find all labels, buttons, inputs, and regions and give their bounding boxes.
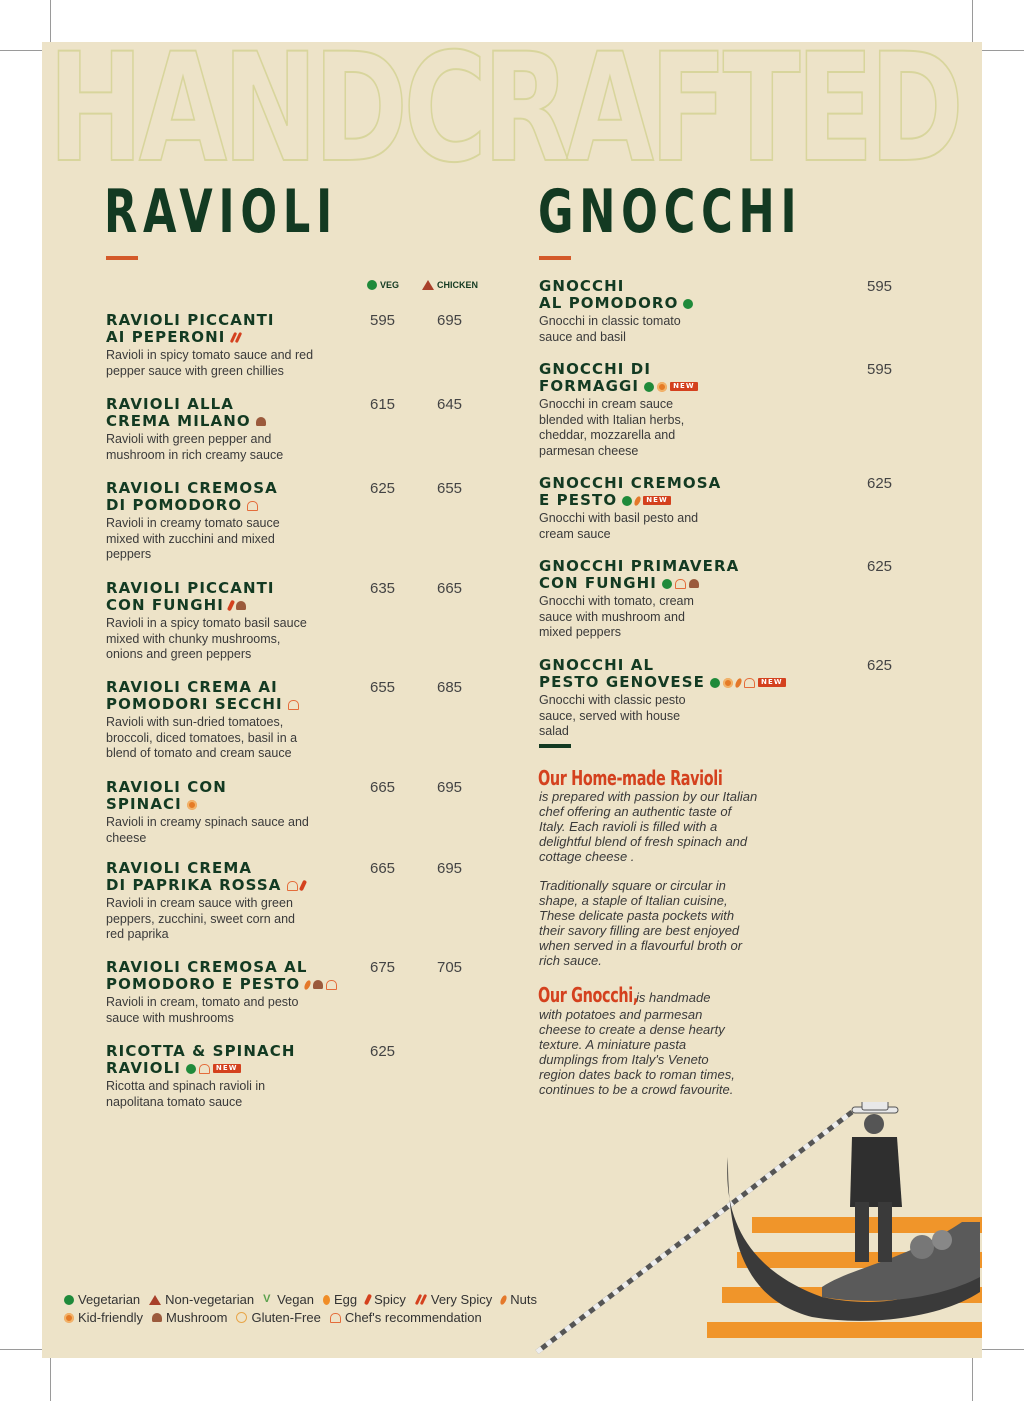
item-price: 625 xyxy=(867,475,893,492)
veg-price: 615 xyxy=(370,396,396,413)
veg-price: 595 xyxy=(370,312,396,329)
ravioli-title: RAVIOLI xyxy=(104,177,338,247)
crop-mark xyxy=(50,0,51,44)
item-name-line-2 xyxy=(106,877,366,894)
story-divider xyxy=(539,744,571,748)
nonveg-icon xyxy=(149,1295,161,1305)
veg-icon xyxy=(367,280,377,290)
item-name-line-2 xyxy=(106,1060,366,1077)
item-name-line-1: RAVIOLI PICCANTI xyxy=(106,579,275,597)
gnocchi-story-paragraph: with potatoes and parmesan cheese to create a dense hearty texture. A miniature pasta dumplings from Italy's Veneto region dates back to roman times, continues to be a crowd favourite. xyxy=(539,1007,735,1097)
legend-label-mushroom: Mushroom xyxy=(166,1310,228,1325)
chef-icon xyxy=(675,579,686,589)
gnocchi-item xyxy=(539,278,909,345)
item-name-line-1: RAVIOLI CREMOSA AL xyxy=(106,958,308,976)
nonveg-icon xyxy=(422,280,434,290)
item-description: Ravioli with sun-dried tomatoes, broccoli, diced tomatoes, basil in a blend of tomato and cream sauce xyxy=(106,715,298,760)
diet-icons xyxy=(622,496,671,506)
veg-price: 655 xyxy=(370,679,396,696)
veg-icon xyxy=(186,1064,196,1074)
chef-icon xyxy=(247,501,258,511)
item-description: Ravioli with green pepper and mushroom in rich creamy sauce xyxy=(106,432,284,462)
gf-icon xyxy=(236,1312,247,1323)
ravioli-item xyxy=(106,396,526,463)
veryspicy-icon xyxy=(230,332,242,343)
veg-price: 625 xyxy=(370,480,396,497)
veg-icon xyxy=(64,1295,74,1305)
nut-icon xyxy=(633,495,642,506)
crop-mark xyxy=(980,1349,1024,1350)
veg-icon xyxy=(662,579,672,589)
veryspicy-icon xyxy=(415,1294,427,1305)
mushroom-icon xyxy=(256,417,266,426)
item-description: Ravioli in cream sauce with green peppers, zucchini, sweet corn and red paprika xyxy=(106,896,295,941)
veg-price: 635 xyxy=(370,580,396,597)
ravioli-story-heading: Our Home-made Ravioli xyxy=(538,766,723,790)
chef-icon xyxy=(288,700,299,710)
gnocchi-story-lead: is handmade xyxy=(636,990,711,1005)
spicy-icon xyxy=(364,1294,372,1306)
chicken-price: 645 xyxy=(437,396,463,413)
item-description: Ravioli in a spicy tomato basil sauce mixed with chunky mushrooms, onions and green peppers xyxy=(106,616,307,661)
nut-icon xyxy=(499,1294,508,1305)
chicken-price: 655 xyxy=(437,480,463,497)
veg-icon xyxy=(710,678,720,688)
item-description: Ravioli in cream, tomato and pesto sauce with mushrooms xyxy=(106,995,299,1025)
item-name-text: CON FUNGHI xyxy=(106,596,224,614)
legend-label-nut: Nuts xyxy=(510,1292,538,1307)
veg-price: 665 xyxy=(370,779,396,796)
item-name-text: RAVIOLI xyxy=(106,1059,181,1077)
gnocchi-item xyxy=(539,361,909,459)
item-name-text: AI PEPERONI xyxy=(106,328,226,346)
item-name-line-2 xyxy=(539,492,839,509)
legend-label-gf: Gluten-Free xyxy=(251,1310,321,1325)
veg-price: 675 xyxy=(370,959,396,976)
diet-icons xyxy=(288,700,299,710)
diet-icons xyxy=(662,579,699,589)
diet-icons xyxy=(683,299,693,309)
ravioli-item xyxy=(106,580,526,663)
gnocchi-title-dash xyxy=(539,256,571,260)
mushroom-icon xyxy=(313,980,323,989)
item-description: Ravioli in creamy tomato sauce mixed with zucchini and mixed peppers xyxy=(106,516,280,561)
ravioli-item xyxy=(106,679,526,762)
chicken-price: 705 xyxy=(437,959,463,976)
item-name-line-1: RAVIOLI CREMA xyxy=(106,859,253,877)
item-name-text: AL POMODORO xyxy=(539,294,679,312)
item-name-text: CON FUNGHI xyxy=(539,574,657,592)
item-name-line-2 xyxy=(106,497,366,514)
chef-icon xyxy=(287,881,298,891)
item-description: Gnocchi with tomato, cream sauce with mushroom and mixed peppers xyxy=(539,594,694,639)
chicken-price: 685 xyxy=(437,679,463,696)
gnocchi-title: GNOCCHI xyxy=(538,177,803,247)
diet-icons xyxy=(644,382,698,392)
chicken-column-label: CHICKEN xyxy=(437,280,479,290)
item-name-line-1: GNOCCHI AL xyxy=(539,656,655,674)
item-name-line-1: RAVIOLI ALLA xyxy=(106,395,234,413)
ravioli-item xyxy=(106,312,526,379)
chicken-price: 665 xyxy=(437,580,463,597)
chicken-column-header xyxy=(422,280,478,290)
ravioli-item xyxy=(106,959,526,1026)
crop-mark xyxy=(972,1357,973,1401)
item-name-line-2 xyxy=(106,976,366,993)
item-price: 595 xyxy=(867,278,893,295)
vegan-icon xyxy=(263,1296,273,1304)
chicken-price: 695 xyxy=(437,312,463,329)
legend-label-veg: Vegetarian xyxy=(78,1292,141,1307)
item-name-line-2 xyxy=(539,378,839,395)
gnocchi-story-heading-line xyxy=(538,983,710,1007)
item-name-line-1: RICOTTA & SPINACH xyxy=(106,1042,296,1060)
item-name-line-1: RAVIOLI CON xyxy=(106,778,227,796)
background-word: HANDCRAFTED xyxy=(48,42,960,196)
legend-row-1 xyxy=(64,1292,542,1307)
diet-icons xyxy=(710,678,786,688)
item-name-text: DI PAPRIKA ROSSA xyxy=(106,876,282,894)
item-description: Gnocchi with classic pesto sauce, served with house salad xyxy=(539,693,686,738)
crop-mark xyxy=(0,50,44,51)
item-price: 625 xyxy=(867,657,893,674)
ravioli-story-paragraph-2: Traditionally square or circular in shape, a staple of Italian cuisine, These delicate pasta pockets with their savory filling are best enjoyed when served in a flavourful broth or rich sauce. xyxy=(539,878,743,968)
ravioli-item xyxy=(106,480,526,563)
veg-icon xyxy=(644,382,654,392)
new-badge: NEW xyxy=(670,382,698,391)
new-badge: NEW xyxy=(643,496,671,505)
crop-mark xyxy=(50,1357,51,1401)
gnocchi-item xyxy=(539,475,909,542)
spicy-icon xyxy=(227,600,235,612)
menu-page xyxy=(42,42,982,1358)
item-description: Gnocchi in cream sauce blended with Italian herbs, cheddar, mozzarella and parmesan cheese xyxy=(539,397,685,458)
diet-icons xyxy=(230,332,242,343)
veg-column-label: VEG xyxy=(380,280,400,290)
mushroom-icon xyxy=(236,601,246,610)
item-name-line-2 xyxy=(106,413,366,430)
item-name-text: FORMAGGI xyxy=(539,377,640,395)
item-price: 595 xyxy=(867,361,893,378)
kid-icon xyxy=(64,1313,74,1323)
kid-icon xyxy=(657,382,667,392)
new-badge: NEW xyxy=(213,1064,241,1073)
ravioli-item xyxy=(106,1043,526,1110)
gnocchi-item xyxy=(539,657,909,740)
veg-icon xyxy=(683,299,693,309)
ravioli-item xyxy=(106,860,526,943)
item-description: Ricotta and spinach ravioli in napolitana tomato sauce xyxy=(106,1079,266,1109)
item-name-line-2 xyxy=(106,597,366,614)
diet-icons xyxy=(287,880,305,891)
chef-icon xyxy=(744,678,755,688)
diet-icons xyxy=(305,980,337,990)
item-name-line-2 xyxy=(539,575,839,592)
item-name-line-1: GNOCCHI DI xyxy=(539,360,652,378)
item-name-text: PESTO GENOVESE xyxy=(539,673,706,691)
chef-icon xyxy=(199,1064,210,1074)
crop-mark xyxy=(0,1349,44,1350)
legend-label-kid: Kid-friendly xyxy=(78,1310,144,1325)
item-description: Gnocchi with basil pesto and cream sauce xyxy=(539,511,699,541)
item-name-line-2 xyxy=(539,295,839,312)
kid-icon xyxy=(187,800,197,810)
egg-icon xyxy=(323,1295,330,1305)
diet-icons xyxy=(256,417,266,426)
crop-mark xyxy=(972,0,973,44)
veg-column-header xyxy=(367,280,399,290)
item-name-text: DI POMODORO xyxy=(106,496,243,514)
spicy-icon xyxy=(298,880,306,892)
legend-label-egg: Egg xyxy=(333,1292,358,1307)
item-price: 625 xyxy=(867,558,893,575)
gnocchi-item xyxy=(539,558,909,641)
item-name-line-1: GNOCCHI CREMOSA xyxy=(539,474,722,492)
item-name-line-1: GNOCCHI PRIMAVERA xyxy=(539,557,740,575)
item-name-line-1: RAVIOLI CREMA AI xyxy=(106,678,278,696)
chicken-price: 695 xyxy=(437,779,463,796)
item-name-line-1: RAVIOLI CREMOSA xyxy=(106,479,278,497)
legend-label-spicy: Spicy xyxy=(374,1292,406,1307)
nut-icon xyxy=(734,677,743,688)
ravioli-title-dash xyxy=(106,256,138,260)
legend-label-veryspicy: Very Spicy xyxy=(430,1292,493,1307)
item-name-text: SPINACI xyxy=(106,795,182,813)
crop-mark xyxy=(980,50,1024,51)
ravioli-item xyxy=(106,779,526,846)
chef-icon xyxy=(326,980,337,990)
item-name-line-1: GNOCCHI xyxy=(539,277,625,295)
item-description: Ravioli in creamy spinach sauce and cheese xyxy=(106,815,309,845)
item-name-text: POMODORI SECCHI xyxy=(106,695,283,713)
item-name-line-2 xyxy=(106,696,366,713)
item-description: Ravioli in spicy tomato sauce and red pepper sauce with green chillies xyxy=(106,348,314,378)
item-name-line-2 xyxy=(106,796,366,813)
legend-label-nonveg: Non-vegetarian xyxy=(165,1292,255,1307)
diet-icons xyxy=(187,800,197,810)
mushroom-icon xyxy=(689,579,699,588)
item-name-line-2 xyxy=(106,329,366,346)
veg-price: 665 xyxy=(370,860,396,877)
veg-price: 625 xyxy=(370,1043,396,1060)
chef-icon xyxy=(330,1313,341,1323)
diet-icons xyxy=(229,600,246,611)
diet-icons xyxy=(247,501,258,511)
item-description: Gnocchi in classic tomato sauce and basil xyxy=(539,314,681,344)
mushroom-icon xyxy=(152,1313,162,1322)
item-name-text: POMODORO E PESTO xyxy=(106,975,301,993)
ravioli-story-paragraph-1: is prepared with passion by our Italian chef offering an authentic taste of Italy. Each ravioli is filled with a delightful blend of fresh spinach and cottage cheese . xyxy=(539,789,758,864)
nut-icon xyxy=(303,979,312,990)
legend-label-chef: Chef's recommendation xyxy=(344,1310,482,1325)
chicken-price: 695 xyxy=(437,860,463,877)
diet-icons xyxy=(186,1064,241,1074)
legend-row-2 xyxy=(64,1310,487,1325)
new-badge: NEW xyxy=(758,678,786,687)
item-name-line-1: RAVIOLI PICCANTI xyxy=(106,311,275,329)
item-name-text: CREMA MILANO xyxy=(106,412,251,430)
gondolier-illustration xyxy=(522,1102,982,1358)
kid-icon xyxy=(723,678,733,688)
gnocchi-story-heading: Our Gnocchi, xyxy=(538,983,638,1007)
legend-label-vegan: Vegan xyxy=(277,1292,314,1307)
item-name-line-2 xyxy=(539,674,839,691)
item-name-text: E PESTO xyxy=(539,491,618,509)
veg-icon xyxy=(622,496,632,506)
